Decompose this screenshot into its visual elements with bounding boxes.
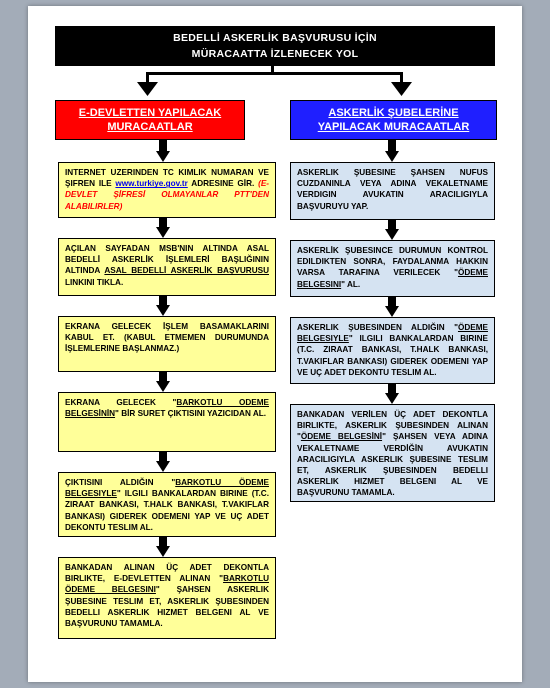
edevlet-header: E-DEVLETTEN YAPILACAK MURACAATLAR xyxy=(55,100,245,140)
edevlet-step-2: AÇILAN SAYFADAN MSB'NIN ALTINDA ASAL BEDELLİ ASKERLİK İŞLEMLERİ BAŞLIĞININ ALTINDA ASAL BEDELLİ ASKERLİK BAŞVURUSU LINKINI TIKLA. xyxy=(58,238,276,296)
down-arrow-icon xyxy=(156,370,170,394)
down-arrow-icon xyxy=(385,295,399,319)
down-arrow-icon xyxy=(156,216,170,240)
down-arrow-icon xyxy=(156,450,170,474)
down-arrow-icon xyxy=(156,140,170,164)
down-arrow-icon xyxy=(385,218,399,242)
edevlet-step-1: INTERNET UZERINDEN TC KIMLIK NUMARAN VE ŞIFREN ILE www.turkiye.gov.tr ADRESINE GİR. (E-DEVLET ŞİFRESİ OLMAYANLAR PTT'DEN ALABILIRLER) xyxy=(58,162,276,218)
down-arrow-icon xyxy=(156,535,170,559)
down-arrow-icon xyxy=(156,294,170,318)
edevlet-step-5: ÇIKTISINI ALDIĞIN "BARKOTLU ÖDEME BELGESIYLE" ILGILI BANKALARDAN BIRINE (T.C. ZIRAAT BANKASI, T.HALK BANKASI, T.VAKIFLAR BANKASI) GIDEREK ODEMENI YAP VE UÇ ADET DEKONTU TESLIM AL. xyxy=(58,472,276,537)
down-arrow-icon xyxy=(385,382,399,406)
sube-step-3: ASKERLIK ŞUBESINDEN ALDIĞIN "ÖDEME BELGESIYLE" ILGILI BANKALARDAN BIRINE (T.C. ZIRAAT BANKASI, T.HALK BANKASI, T.VAKIFLAR BANKASI) GIDEREK ODEMENI YAP VE UÇ ADET DEKONTU TESLIM AL. xyxy=(290,317,495,384)
turkiye-gov-link[interactable]: www.turkiye.gov.tr xyxy=(115,179,188,189)
document-page xyxy=(28,6,522,682)
title-line-2: MÜRACAATTA İZLENECEK YOL xyxy=(191,48,359,60)
edevlet-password-note: (E-DEVLET ŞİFRESİ OLMAYANLAR PTT'DEN ALABILIRLER) xyxy=(65,179,270,211)
sube-step-1: ASKERLIK ŞUBESINE ŞAHSEN NUFUS CUZDANINLA VEYA ADINA VEKALETNAME VERDIGIN AVUKATIN ARACILIGIYLA BAŞVURUYU YAP. xyxy=(290,162,495,220)
edevlet-step-3: EKRANA GELECEK İŞLEM BASAMAKLARINI KABUL ET. (KABUL ETMEMEN DURUMUNDA İŞLEMLERINE BAŞLANMAZ.) xyxy=(58,316,276,372)
sube-step-4: BANKADAN VERİLEN ÜÇ ADET DEKONTLA BIRLIKTE, ASKERLIK ŞUBESINDEN ALINAN "ÖDEME BELGESİNİ" ŞAHSEN VEYA ADINA VEKALETNAME VERDİĞİN AVUKATIN ARACILIGIYLA ASKERLIK ŞUBESINE TESLIM ET, ASKERLIK ŞUBESINDEN BEDELLI ASKERLIK HIZMET BELGENI AL VE BAŞVURUNU TAMAMLA. xyxy=(290,404,495,502)
title-line-1: BEDELLİ ASKERLİK BAŞVURUSU İÇİN xyxy=(173,32,377,44)
askerlik-subesi-header: ASKERLİK ŞUBELERİNE YAPILACAK MURACAATLAR xyxy=(290,100,497,140)
edevlet-step-4: EKRANA GELECEK "BARKOTLU ODEME BELGESİNİN" BİR SURET ÇIKTISINI YAZICIDAN AL. xyxy=(58,392,276,452)
sube-step-2: ASKERLİK ŞUBESINCE DURUMUN KONTROL EDILDIKTEN SONRA, FAYDALANMA HAKKIN VARSA TARAFINA VERILECEK "ÖDEME BELGESINI" AL. xyxy=(290,240,495,297)
branch-connector xyxy=(28,6,522,106)
down-arrow-icon xyxy=(385,140,399,164)
edevlet-step-6: BANKADAN ALINAN ÜÇ ADET DEKONTLA BIRLIKTE, E-DEVLETTEN ALINAN "BARKOTLU ÖDEME BELGESINI" ŞAHSEN ASKERLIK ŞUBESINE TESLIM ET, ASKERLIK ŞUBESINDEN BEDELLI ASKERLIK HIZMET BELGENI AL VE BAŞVURUNU TAMAMLA. xyxy=(58,557,276,639)
